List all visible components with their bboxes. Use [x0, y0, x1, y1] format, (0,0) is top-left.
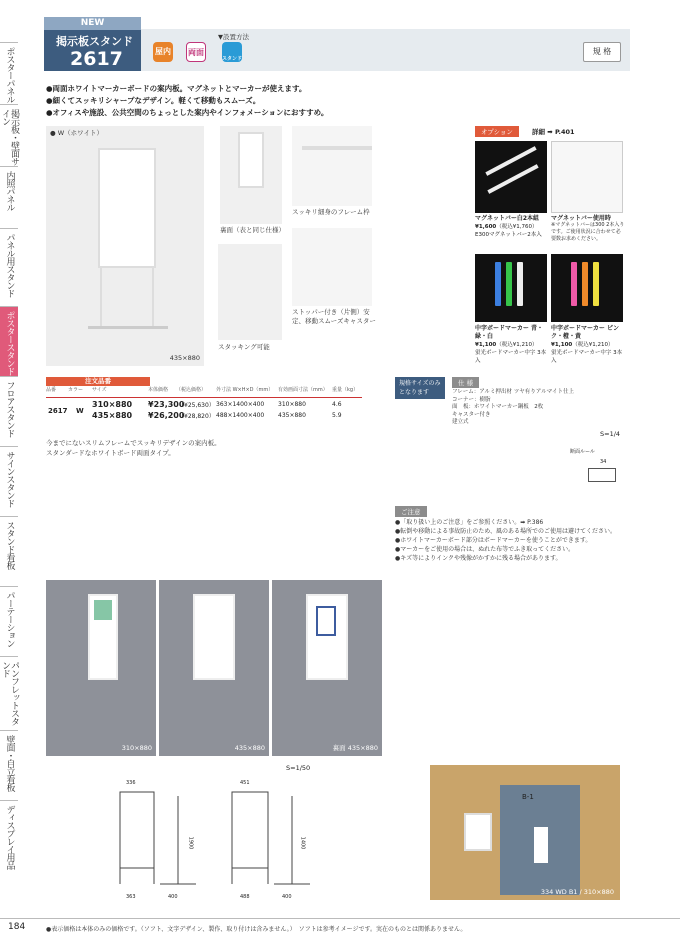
- spec-scale: S=1/4: [600, 430, 621, 438]
- marker-orange: [582, 262, 588, 306]
- option-tax: （税込¥1,210）: [496, 342, 538, 348]
- caution-line: ●ホワイトマーカーボード部分はボードマーカーを使うことができます。: [395, 537, 592, 544]
- order-price: ¥23,300: [148, 400, 185, 409]
- stand-icon: スタンド: [222, 42, 242, 62]
- spec-tag: 仕 様: [452, 377, 479, 388]
- order-eff: 435×880: [278, 412, 306, 419]
- sidebar-tab[interactable]: 掲示板・壁面サイン: [0, 104, 18, 166]
- dim-label: 488: [240, 894, 250, 900]
- order-color: W: [76, 407, 84, 415]
- option-item-3: [475, 325, 549, 365]
- whiteboard: [193, 594, 235, 680]
- option-price: ¥1,100: [475, 342, 497, 348]
- frame-photo-caption: スッキリ細身のフレーム枠: [292, 208, 370, 216]
- section-dim: 34: [600, 459, 607, 465]
- order-eff: 310×880: [278, 401, 306, 408]
- order-size: 435×880: [92, 411, 133, 420]
- install-label: ▼設置方法: [218, 33, 249, 41]
- option-name: 中字ボードマーカー ピンク・橙・黄: [551, 325, 619, 340]
- whiteboard: [98, 148, 156, 268]
- stack-photo: [218, 244, 282, 340]
- front-view: [232, 792, 268, 868]
- sidebar-tab[interactable]: サインスタンド: [0, 446, 18, 516]
- description-line: スタンダードなホワイトボード両面タイプ。: [46, 449, 175, 457]
- caution-line: ●「取り扱い上のご注意」をご参照ください。➡ P.386: [395, 519, 544, 526]
- feature-list: [46, 83, 426, 119]
- frame-edge: [302, 146, 372, 150]
- order-dim: 363×1400×400: [216, 401, 265, 408]
- dimension-drawings: [100, 774, 330, 904]
- dim-label: 336: [126, 780, 136, 786]
- sidebar-tab[interactable]: フロアスタンド: [0, 376, 18, 446]
- scene-poster: [464, 813, 492, 851]
- sidebar-tab[interactable]: ポスターパネル: [0, 42, 18, 104]
- main-photo: [46, 126, 204, 366]
- spec-size-tag: 規格サイズのみとなります: [395, 377, 445, 399]
- sidebar-tab[interactable]: 壁面・自立看板: [0, 730, 18, 800]
- col-header: カラー: [68, 387, 84, 393]
- sidebar-tab[interactable]: パネル用スタンド: [0, 228, 18, 306]
- example-photo-1: [46, 580, 156, 756]
- option-note: 蛍光ボードマーカー中字 3本入: [475, 350, 547, 364]
- option-item-4: [551, 325, 625, 365]
- main-photo-size: 435×880: [169, 354, 200, 362]
- order-header: 注文品番: [46, 377, 150, 386]
- caution-line: ●キズ等によりインクや残像がかすかに残る場合があります。: [395, 555, 562, 562]
- spec-list: [452, 389, 627, 427]
- page-number: 184: [8, 922, 26, 932]
- col-header: 本体価格: [148, 387, 169, 393]
- order-tax: （¥25,630）: [178, 402, 215, 409]
- dim-label: 1400: [299, 836, 306, 850]
- col-header: 品番: [46, 387, 57, 393]
- feature-item: ●細くてスッキリシャープなデザイン。軽くて移動もスムーズ。: [46, 96, 261, 105]
- marker-photo-2: [551, 254, 623, 322]
- order-dim: 488×1400×400: [216, 412, 265, 419]
- example-photo-3: [272, 580, 382, 756]
- drawing-scale: S=1/50: [286, 764, 311, 772]
- order-size: 310×880: [92, 400, 133, 409]
- option-detail-link[interactable]: 詳細 ➡ P.401: [532, 128, 575, 136]
- sidebar-tab[interactable]: 内照パネル: [0, 166, 18, 228]
- sidebar-tab[interactable]: ディスプレイ用品: [0, 800, 18, 870]
- scene-caption: 334 WD B1 / 310×880: [540, 888, 614, 896]
- front-view: [120, 792, 154, 868]
- dim-label: 363: [126, 894, 136, 900]
- sidebar-tab[interactable]: パーテーション: [0, 586, 18, 656]
- caster-photo: [292, 228, 372, 306]
- option-item-2: [551, 215, 625, 243]
- magnet-use-photo: [551, 141, 623, 213]
- order-row: [92, 411, 362, 420]
- marker-green: [506, 262, 512, 306]
- spec-line: 建立式: [452, 419, 469, 425]
- col-header: （税込価格）: [176, 387, 207, 393]
- stack-photo-caption: スタッキング可能: [218, 343, 270, 351]
- order-body: [46, 397, 362, 420]
- option-price: ¥1,600: [475, 224, 497, 230]
- frame-photo: [292, 126, 372, 206]
- caution-line: ●マーカーをご使用の場合は、ぬれた布等でふき取ってください。: [395, 546, 575, 553]
- feature-item: ●オフィスや施設、公共空間のちょっとした案内やインフォメーションにおすすめ。: [46, 108, 329, 117]
- example-caption: 310×880: [121, 744, 152, 752]
- back-photo: [220, 126, 282, 224]
- spec-button[interactable]: 規 格: [583, 42, 621, 62]
- poster-image: [94, 600, 112, 620]
- title-box: [44, 30, 141, 71]
- marker-white: [517, 262, 523, 306]
- col-header: 有効画面寸法（mm）: [278, 387, 328, 393]
- indoor-icon: 屋内: [153, 42, 173, 62]
- caution-list: [395, 518, 630, 563]
- whiteboard: [238, 132, 264, 188]
- col-header: 重量（kg）: [332, 387, 359, 393]
- model-number: 2617: [70, 48, 123, 70]
- new-badge: NEW: [44, 17, 141, 30]
- main-photo-label: ● W（ホワイト）: [50, 129, 103, 137]
- magnet-bar-photo: [475, 141, 547, 213]
- sidebar-tab[interactable]: ポスタースタンド: [0, 306, 18, 376]
- description-line: 今までにないスリムフレームでスッキリデザインの案内板。: [46, 439, 221, 447]
- scene-stand: [534, 827, 548, 863]
- option-price: ¥1,100: [551, 342, 573, 348]
- option-tag: オプション: [475, 126, 519, 137]
- back-photo-caption: 裏面（表と同じ仕様）: [220, 226, 285, 234]
- scene-photo: [430, 765, 620, 900]
- footer-note: ●表示価格は本体のみの価格です。（ソフト、文字デザイン、製作、取り付けは含みません。） ソフトは参考イメージです。実在のものとは関係ありません。: [46, 926, 467, 933]
- option-note: ※マグネットバーは300 2本入りです。ご使用状況に合わせて必要数お求めください。: [551, 222, 625, 242]
- option-note: E300マグネットバー2本入: [475, 232, 542, 238]
- order-row: [92, 400, 362, 409]
- caster-photo-caption: ストッパー付き（片側）安定、移動スムーズキャスター: [292, 308, 376, 325]
- description: [46, 438, 221, 458]
- dim-label: 1900: [187, 836, 194, 850]
- scene-room-label: B-1: [522, 793, 534, 801]
- section-label: 断面ルール: [570, 449, 595, 455]
- caution-tag: ご注意: [395, 506, 427, 517]
- order-price: ¥26,200: [148, 411, 185, 420]
- spec-line: 面 板：ホワイトマーカー鋼板 2枚: [452, 404, 544, 410]
- order-weight: 4.6: [332, 401, 342, 408]
- option-item-1: [475, 215, 549, 239]
- sidebar-tab[interactable]: スタンド看板: [0, 516, 18, 586]
- spec-line: キャスター付き: [452, 411, 491, 418]
- caution-line: ●転倒や移動による事故防止のため、風のある場所でのご使用は避けてください。: [395, 528, 616, 535]
- option-tax: （税込¥1,760）: [496, 224, 538, 230]
- marker-yellow: [593, 262, 599, 306]
- feature-item: ●両面ホワイトマーカーボードの案内板。マグネットとマーカーが使えます。: [46, 84, 307, 93]
- col-header: 外寸法 W×H×D（mm）: [216, 387, 274, 393]
- col-header: サイズ: [92, 387, 107, 393]
- product-title: 掲示板スタンド: [56, 35, 133, 48]
- marker-pink: [571, 262, 577, 306]
- example-caption: 435×880: [234, 744, 265, 752]
- order-weight: 5.9: [332, 412, 342, 419]
- stand-leg: [100, 268, 102, 328]
- option-tax: （税込¥1,210）: [572, 342, 614, 348]
- marker-photo-1: [475, 254, 547, 322]
- double-sided-icon: 両面: [186, 42, 206, 62]
- section-drawing: [588, 468, 616, 482]
- option-note: 蛍光ボードマーカー中字 3本入: [551, 350, 623, 364]
- spec-line: フレーム：アルミ押出材 ツヤ有りアルマイト仕上: [452, 389, 574, 395]
- spec-line: コーナー：樹脂: [452, 396, 491, 403]
- stand-base: [88, 326, 168, 329]
- option-name: マグネットバー白2本組: [475, 215, 539, 222]
- sidebar-tab[interactable]: パンフレットスタンド: [0, 656, 18, 730]
- dim-label: 451: [240, 780, 250, 786]
- dim-label: 400: [282, 894, 292, 900]
- footer-rule: [0, 918, 680, 919]
- order-columns: [46, 386, 362, 393]
- order-model: 2617: [48, 407, 68, 415]
- option-name: 中字ボードマーカー 青・緑・白: [475, 325, 543, 340]
- stand-leg: [152, 268, 154, 328]
- marker-blue: [495, 262, 501, 306]
- dim-label: 400: [168, 894, 178, 900]
- option-name: マグネットバー使用時: [551, 215, 611, 222]
- order-tax: （¥28,820）: [178, 413, 215, 420]
- example-photo-2: [159, 580, 269, 756]
- example-caption: 裏面 435×880: [332, 744, 378, 752]
- poster-frame: [316, 606, 336, 636]
